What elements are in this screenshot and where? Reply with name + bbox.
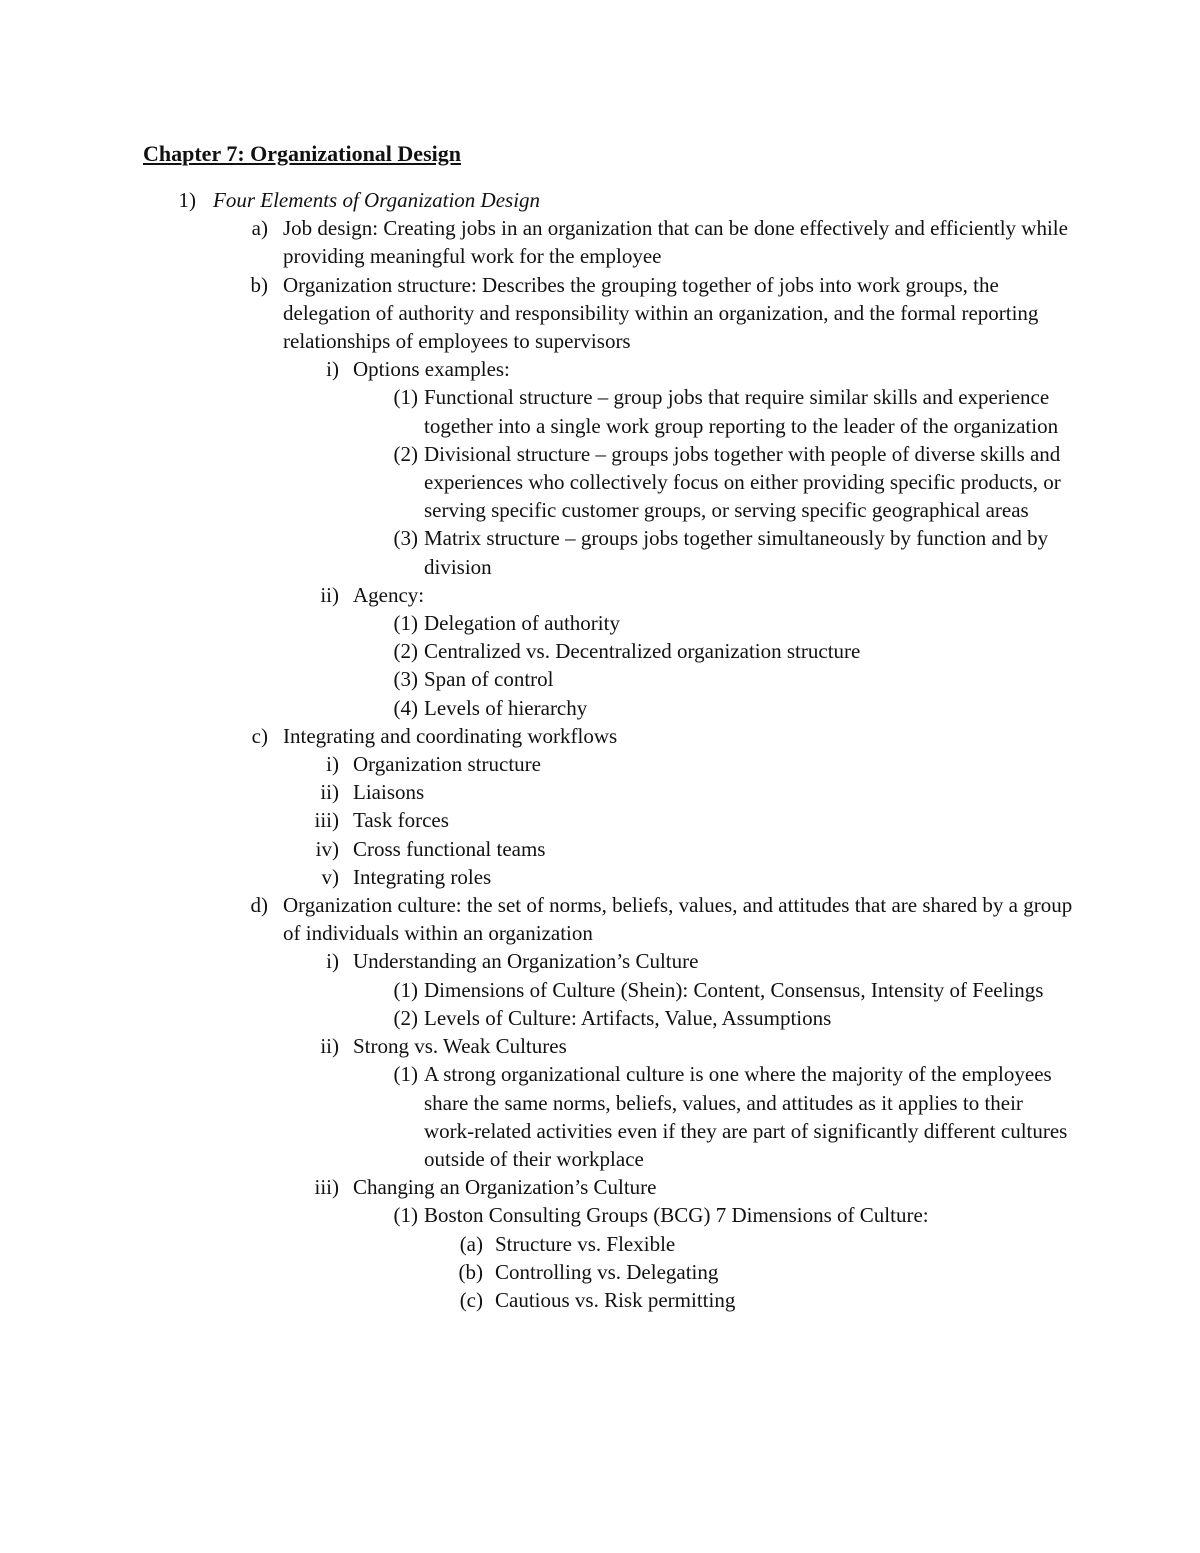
outline-item-level-2 bbox=[0, 722, 1200, 750]
outline-item-level-4 bbox=[0, 524, 1200, 580]
outline-marker: (1) bbox=[393, 1062, 418, 1087]
outline-marker: (3) bbox=[393, 667, 418, 692]
outline-item-level-3 bbox=[0, 947, 1200, 975]
outline-text: Changing an Organization’s Culture bbox=[353, 1175, 657, 1200]
outline-text: A strong organizational culture is one where the majority of the employees share the same norms, beliefs, values, and attitudes as it applies to their work-related activities even if they are part of significantly different cultures outside of their workplace bbox=[424, 1062, 1068, 1171]
outline-marker: (4) bbox=[393, 695, 418, 720]
outline-text: Strong vs. Weak Cultures bbox=[353, 1034, 567, 1059]
outline-item-level-3 bbox=[0, 806, 1200, 834]
outline-marker: a) bbox=[251, 216, 268, 241]
outline-marker: ii) bbox=[320, 780, 339, 805]
outline-text: Liaisons bbox=[353, 780, 425, 805]
outline-marker: iv) bbox=[315, 836, 339, 861]
outline-text: Levels of Culture: Artifacts, Value, Assumptions bbox=[424, 1005, 832, 1030]
outline-marker: i) bbox=[326, 949, 339, 974]
outline-item-level-3 bbox=[0, 835, 1200, 863]
outline-text: Centralized vs. Decentralized organization structure bbox=[424, 639, 861, 664]
outline-text: Four Elements of Organization Design bbox=[213, 188, 541, 212]
outline-item-level-3 bbox=[0, 1032, 1200, 1060]
outline-text: Options examples: bbox=[353, 357, 510, 382]
outline-item-level-4 bbox=[0, 1060, 1200, 1173]
outline-marker: (1) bbox=[393, 611, 418, 636]
outline-marker: (1) bbox=[393, 1203, 418, 1228]
outline-marker: (a) bbox=[459, 1231, 483, 1256]
outline-text: Functional structure – group jobs that require similar skills and experience together into a single work group reporting to the leader of the organization bbox=[424, 385, 1059, 438]
outline-item-level-4 bbox=[0, 609, 1200, 637]
outline-text: Understanding an Organization’s Culture bbox=[353, 949, 699, 974]
outline-text: Cross functional teams bbox=[353, 836, 546, 861]
outline-item-level-3 bbox=[0, 750, 1200, 778]
outline-text: Structure vs. Flexible bbox=[495, 1231, 676, 1256]
outline-text: Levels of hierarchy bbox=[424, 695, 588, 720]
outline-marker: i) bbox=[326, 752, 339, 777]
outline-list bbox=[0, 186, 1200, 1314]
outline-marker: (1) bbox=[393, 385, 418, 410]
outline-item-level-5 bbox=[0, 1258, 1200, 1286]
outline-text: Job design: Creating jobs in an organization that can be done effectively and efficiently while providing meaningful work for the employee bbox=[283, 216, 1068, 269]
outline-text: Organization structure bbox=[353, 752, 541, 777]
outline-text: Dimensions of Culture (Shein): Content, Consensus, Intensity of Feelings bbox=[424, 977, 1044, 1002]
outline-marker: iii) bbox=[314, 808, 339, 833]
outline-marker: 1) bbox=[178, 188, 196, 212]
outline-marker: ii) bbox=[320, 582, 339, 607]
outline-text: Organization structure: Describes the grouping together of jobs into work groups, the delegation of authority and responsibility within an organization, and the formal reporting relationships of employees to supervisors bbox=[283, 272, 1039, 354]
outline-marker: (b) bbox=[458, 1259, 483, 1284]
outline-text: Boston Consulting Groups (BCG) 7 Dimensions of Culture: bbox=[424, 1203, 929, 1228]
outline-item-level-2 bbox=[0, 271, 1200, 356]
outline-marker: (2) bbox=[393, 639, 418, 664]
outline-item-level-4 bbox=[0, 440, 1200, 525]
outline-item-level-4 bbox=[0, 665, 1200, 693]
outline-item-level-4 bbox=[0, 383, 1200, 439]
outline-item-level-4 bbox=[0, 1201, 1200, 1229]
outline-item-level-3 bbox=[0, 778, 1200, 806]
outline-text: Span of control bbox=[424, 667, 554, 692]
outline-marker: b) bbox=[250, 272, 268, 297]
outline-item-level-3 bbox=[0, 1173, 1200, 1201]
outline-text: Matrix structure – groups jobs together simultaneously by function and by division bbox=[424, 526, 1049, 579]
outline-item-level-2 bbox=[0, 891, 1200, 947]
outline-item-level-1 bbox=[0, 186, 1200, 214]
outline-marker: (2) bbox=[393, 441, 418, 466]
outline-item-level-3 bbox=[0, 863, 1200, 891]
outline-text: Divisional structure – groups jobs together with people of diverse skills and experiences who collectively focus on either providing specific products, or serving specific customer groups, or serving specific geographical areas bbox=[424, 441, 1061, 523]
outline-text: Agency: bbox=[353, 582, 425, 607]
outline-marker: v) bbox=[321, 864, 339, 889]
outline-item-level-5 bbox=[0, 1286, 1200, 1314]
outline-marker: iii) bbox=[314, 1175, 339, 1200]
outline-text: Organization culture: the set of norms, beliefs, values, and attitudes that are shared by a group of individuals within an organization bbox=[283, 893, 1073, 946]
outline-marker: d) bbox=[250, 893, 268, 918]
page-title: Chapter 7: Organizational Design bbox=[143, 141, 461, 166]
outline-text: Integrating and coordinating workflows bbox=[283, 723, 618, 748]
outline-item-level-2 bbox=[0, 214, 1200, 270]
outline-marker: (c) bbox=[459, 1287, 483, 1312]
outline-item-level-3 bbox=[0, 581, 1200, 609]
outline-text: Delegation of authority bbox=[424, 611, 620, 636]
outline-text: Cautious vs. Risk permitting bbox=[495, 1287, 736, 1312]
outline-item-level-4 bbox=[0, 1004, 1200, 1032]
outline-marker: (2) bbox=[393, 1005, 418, 1030]
outline-item-level-4 bbox=[0, 976, 1200, 1004]
outline-marker: ii) bbox=[320, 1034, 339, 1059]
outline-item-level-5 bbox=[0, 1230, 1200, 1258]
outline-text: Controlling vs. Delegating bbox=[495, 1259, 719, 1284]
outline-marker: (3) bbox=[393, 526, 418, 551]
outline-text: Integrating roles bbox=[353, 864, 492, 889]
outline-item-level-4 bbox=[0, 694, 1200, 722]
outline-item-level-4 bbox=[0, 637, 1200, 665]
outline-marker: i) bbox=[326, 357, 339, 382]
outline-item-level-3 bbox=[0, 355, 1200, 383]
outline-marker: c) bbox=[251, 723, 268, 748]
outline-marker: (1) bbox=[393, 977, 418, 1002]
outline-text: Task forces bbox=[353, 808, 449, 833]
